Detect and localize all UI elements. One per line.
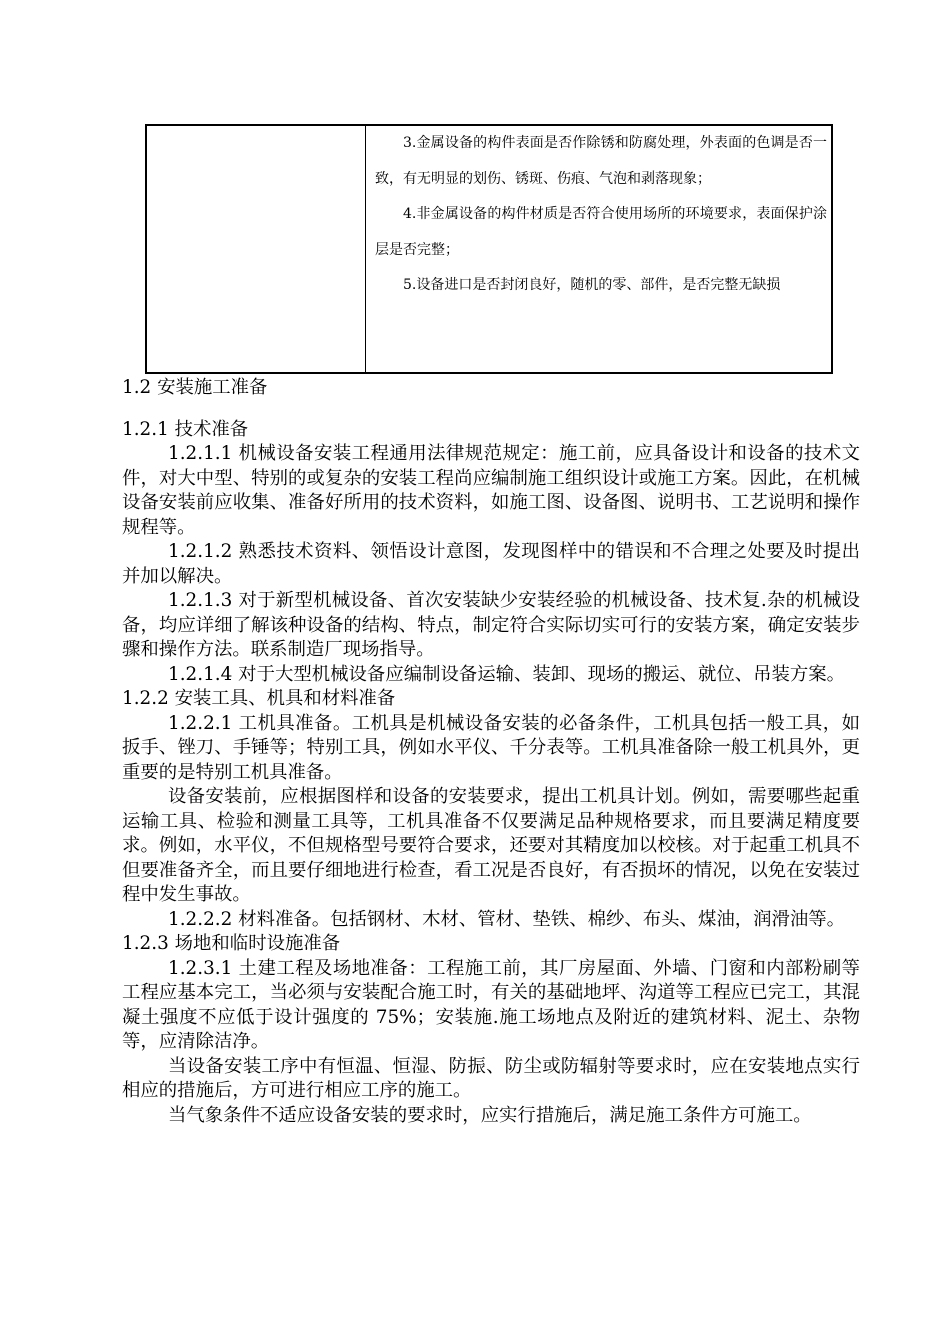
paragraph: 1.2.1.4 对于大型机械设备应编制设备运输、装卸、现场的搬运、就位、吊装方案。 <box>168 663 846 685</box>
section-heading: 1.2 安装施工准备 <box>122 377 268 398</box>
paragraph: 当设备安装工序中有恒温、恒湿、防振、防尘或防辐射等要求时，应在安装地点实行相应的措施后，方可进行相应工序的施工。 <box>122 1055 860 1101</box>
table-item: 5.设备进口是否封闭良好，随机的零、部件，是否完整无缺损 <box>403 277 781 293</box>
paragraph: 1.2.3.1 土建工程及场地准备：工程施工前，其厂房屋面、外墙、门窗和内部粉刷等工程应基本完工，当必须与安装配合施工时，有关的基础地坪、沟道等工程应已完工，其混凝土强度不应低于设计强度的 75%；安装施.施工场地点及附近的建筑材料、泥土、杂物等，应清除洁净。 <box>122 957 860 1052</box>
subsection-heading: 1.2.2 安装工具、机具和材料准备 <box>122 688 396 709</box>
subsection-heading: 1.2.1 技术准备 <box>122 418 249 440</box>
paragraph: 设备安装前，应根据图样和设备的安装要求，提出工机具计划。例如，需要哪些起重运输工具、检验和测量工具等，工机具准备不仅要满足品种规格要求，而且要满足精度要求。例如，水平仪，不但规格型号要符合要求，还要对其精度加以校核。对于起重工机具不但要准备齐全，而且要仔细地进行检查，看工况是否良好，有否损坏的情况，以免在安装过程中发生事故。 <box>122 786 860 905</box>
paragraph: 1.2.2.2 材料准备。包括钢材、木材、管材、垫铁、棉纱、布头、煤油，润滑油等。 <box>168 908 846 930</box>
table-item: 3.金属设备的构件表面是否作除锈和防腐处理，外表面的色调是否一致，有无明显的划伤、锈斑、伤痕、气泡和剥落现象； <box>375 135 827 187</box>
paragraph: 1.2.1.2 熟悉技术资料、领悟设计意图，发现图样中的错误和不合理之处要及时提出并加以解决。 <box>122 541 860 587</box>
paragraph: 1.2.1.1 机械设备安装工程通用法律规范规定：施工前，应具备设计和设备的技术文件，对大中型、特别的或复杂的安装工程尚应编制施工组织设计或施工方案。因此，在机械设备安装前应收集、准备好所用的技术资料，如施工图、设备图、说明书、工艺说明和操作规程等。 <box>122 443 860 538</box>
paragraph: 当气象条件不适应设备安装的要求时，应实行措施后，满足施工条件方可施工。 <box>168 1104 812 1126</box>
table-item: 4.非金属设备的构件材质是否符合使用场所的环境要求，表面保护涂层是否完整； <box>375 206 827 258</box>
inspection-table <box>145 124 833 374</box>
document-body <box>122 376 860 1128</box>
paragraph: 1.2.1.3 对于新型机械设备、首次安装缺少安装经验的机械设备、技术复.杂的机械设备，均应详细了解该种设备的结构、特点，制定符合实际切实可行的安装方案，确定安装步骤和操作方法。联系制造厂现场指导。 <box>122 590 860 660</box>
table-cell-content <box>375 126 827 304</box>
table-column-divider <box>365 126 366 372</box>
paragraph: 1.2.2.1 工机具准备。工机具是机械设备安装的必备条件，工机具包括一般工具，如扳手、锉刀、手锤等；特别工具，例如水平仪、千分表等。工机具准备除一般工机具外，更重要的是特别工机具准备。 <box>122 712 860 783</box>
subsection-heading: 1.2.3 场地和临时设施准备 <box>122 933 341 954</box>
